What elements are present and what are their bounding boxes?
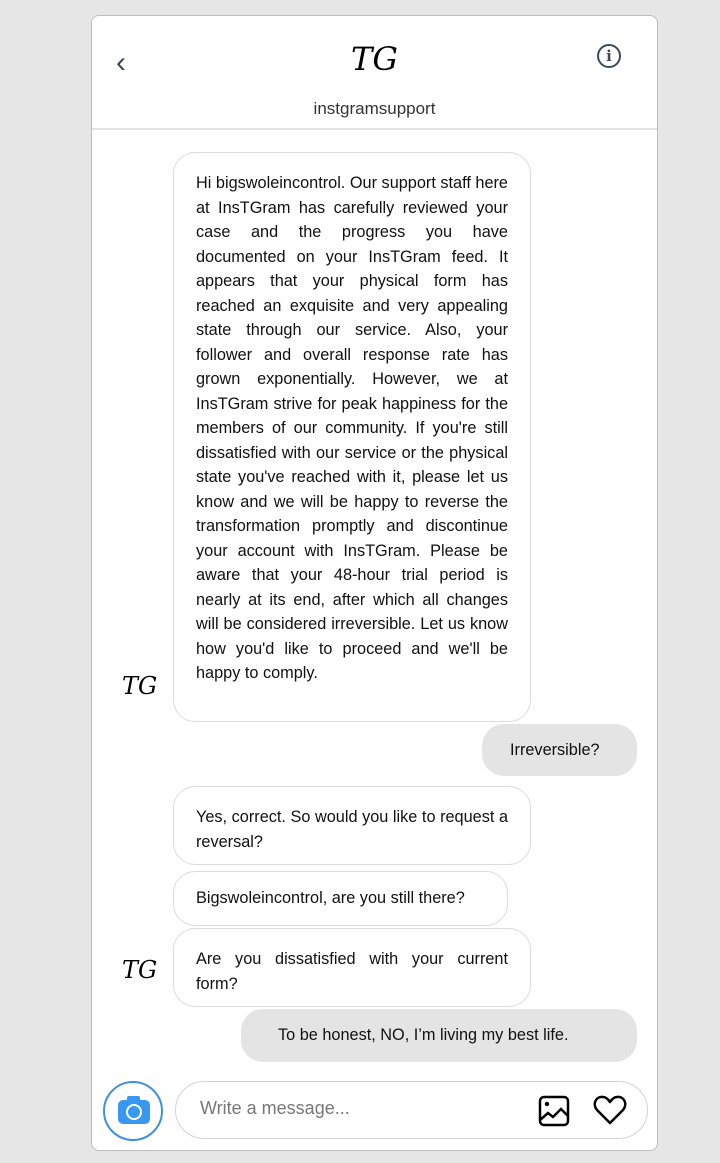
message-bubble: Are you dissatisfied with your current form? — [173, 928, 531, 1007]
chevron-left-icon[interactable]: ‹ — [116, 46, 126, 79]
chat-window — [91, 15, 658, 1151]
avatar: TG — [122, 672, 158, 700]
logo: TG — [351, 40, 398, 78]
camera-button[interactable] — [103, 1081, 163, 1141]
message-bubble: To be honest, NO, I’m living my best life. — [241, 1009, 637, 1062]
message-input[interactable] — [200, 1098, 520, 1119]
camera-icon — [118, 1100, 150, 1124]
chat-username: instgramsupport — [313, 99, 436, 118]
info-icon[interactable]: i — [597, 44, 621, 68]
message-composer — [175, 1081, 648, 1139]
heart-icon[interactable] — [593, 1094, 627, 1126]
avatar: TG — [122, 956, 158, 984]
chat-header — [92, 16, 657, 130]
message-bubble: Hi bigswoleincontrol. Our support staff here at InsTGram has carefully reviewed your case and the progress you have documented on your InsTGram feed. It appears that your physical form has reached an exquisite and very appealing state through our service. Also, your follower and overall response rate has grown exponentially. However, we at InsTGram strive for peak happiness for the members of our community. If you're still dissatisfied with our service or the physical state you've reached with it, please let us know and we will be happy to reverse the transformation promptly and discontinue your account with InsTGram. Please be aware that your 48-hour trial period is nearly at its end, after which all changes will be considered irreversible. Let us know how you'd like to proceed and we'll be happy to comply. — [173, 152, 531, 722]
message-bubble: Irreversible? — [482, 724, 637, 776]
message-bubble: Bigswoleincontrol, are you still there? — [173, 871, 508, 926]
image-icon[interactable] — [538, 1095, 570, 1127]
message-bubble: Yes, correct. So would you like to request a reversal? — [173, 786, 531, 865]
